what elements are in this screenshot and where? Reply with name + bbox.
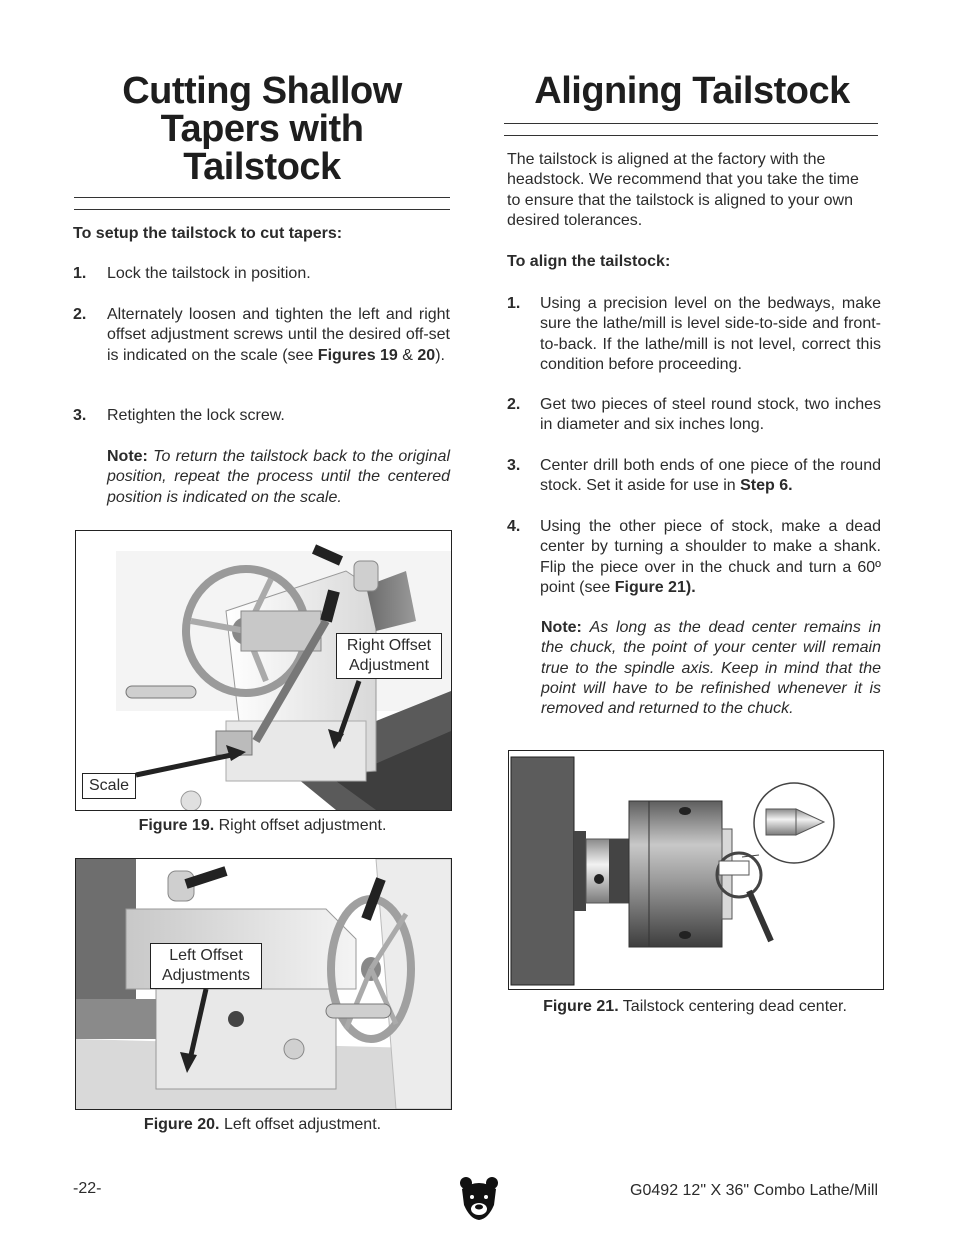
step-text: Retighten the lock screw. [107, 407, 285, 424]
caption-label: Figure 20. [143, 1116, 220, 1133]
dead-center-chuck-illustration [509, 751, 883, 989]
step-text-part: ). [435, 346, 445, 364]
step-number: 2. [507, 396, 521, 413]
caption-text: Left offset adjustment. [219, 1116, 382, 1133]
step-number: 3. [73, 407, 87, 424]
page-number: -22- [73, 1180, 102, 1197]
left-title-line-3: Tailstock [183, 146, 341, 188]
caption-label: Figure 21. [543, 998, 619, 1015]
step-text: Lock the tailstock in position. [107, 265, 311, 282]
callout-left-offset-adjustments [150, 943, 262, 989]
callout-line: Adjustments [161, 967, 251, 984]
step-text-part: Alternately loosen and tighten the left and right offset adjustment screws until the desired off-set is indicated on the scale (see [107, 306, 450, 364]
step-text-part: Using the other piece of stock, make a dead center by turning a shoulder to make a shank. Flip the piece over in the chuck and turn a 60º point (see [540, 518, 881, 596]
note-text: To return the tailstock back to the original position, repeat the process until the centered position is indicated on the scale. [107, 448, 450, 506]
align-heading: To align the tailstock: [507, 253, 671, 270]
note-label: Note: [107, 448, 148, 465]
note-text: As long as the dead center remains in the chuck, the point of your center will remain true to the spindle axis. Keep in mind that the point will have to be refinished whenever it is removed and returned to the chuck. [541, 619, 881, 718]
left-title-line-1: Cutting Shallow [122, 70, 402, 112]
step-text: Using a precision level on the bedways, make sure the lathe/mill is level side-to-side and front-to-back. If the lathe/mill is not level, correct this condition before proceeding. [540, 295, 881, 373]
left-note [107, 447, 450, 508]
step-number: 4. [507, 518, 521, 535]
left-title-rule-bottom [74, 209, 450, 210]
right-title-rule-bottom [504, 135, 878, 136]
callout-line: Adjustment [348, 657, 430, 674]
caption-text: Right offset adjustment. [214, 817, 387, 834]
step-text [107, 305, 450, 366]
bear-head-logo-icon [458, 1175, 500, 1221]
right-intro: The tailstock is aligned at the factory with the headstock. We recommend that you take the time to ensure that the tailstock is aligned to your own desired tolerances. [507, 151, 859, 229]
caption-text: Tailstock centering dead center. [618, 998, 847, 1015]
callout-scale [82, 773, 136, 799]
step-text-part: Center drill both ends of one piece of the round stock. Set it aside for use in [540, 457, 881, 495]
caption-label: Figure 19. [138, 817, 215, 834]
right-title: Aligning Tailstock [534, 70, 850, 112]
step-reference: Step 6. [740, 477, 793, 495]
figure-20-caption [75, 1115, 450, 1135]
callout-right-offset-adjustment [336, 633, 442, 679]
figure-reference-21: Figure 21 [614, 578, 686, 596]
figure-21-caption [508, 997, 882, 1017]
callout-line: Left Offset [169, 947, 243, 964]
step-text-part: & [397, 346, 418, 364]
left-title-rule-top [74, 197, 450, 198]
product-footer: G0492 12" X 36" Combo Lathe/Mill [630, 1182, 878, 1199]
left-title [74, 72, 450, 186]
step-number: 1. [507, 295, 521, 312]
figure-reference-20: 20 [417, 346, 436, 364]
step-text: Get two pieces of steel round stock, two inches in diameter and six inches long. [540, 396, 881, 434]
figure-21-image [508, 750, 884, 990]
setup-heading: To setup the tailstock to cut tapers: [73, 225, 343, 242]
figure-19-caption [75, 816, 450, 836]
right-note [541, 618, 881, 719]
step-text [540, 456, 881, 497]
figure-20-image [75, 858, 452, 1110]
tailstock-left-offset-illustration [76, 859, 451, 1109]
step-text [540, 517, 881, 598]
note-label: Note: [541, 619, 582, 636]
step-number: 2. [73, 306, 87, 323]
left-title-line-2: Tapers with [160, 108, 364, 150]
step-number: 3. [507, 457, 521, 474]
figure-reference-19: Figures 19 [317, 346, 398, 364]
right-title-rule-top [504, 123, 878, 124]
callout-line: Scale [89, 777, 130, 794]
step-number: 1. [73, 265, 87, 282]
callout-line: Right Offset [346, 637, 432, 654]
step-text-part: ). [685, 578, 696, 596]
